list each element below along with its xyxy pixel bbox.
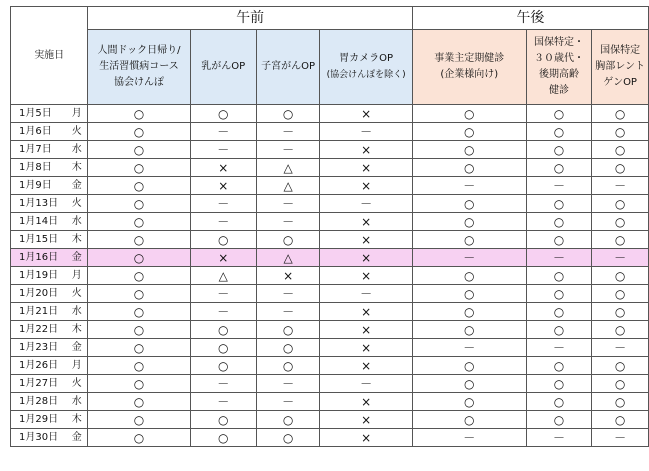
weekday-cell: 水 (66, 393, 88, 411)
table-row (11, 321, 649, 339)
table-row (11, 285, 649, 303)
availability-cell: － (256, 285, 319, 303)
date-cell: 1月7日 (11, 141, 67, 159)
availability-cell: ○ (190, 105, 256, 123)
availability-cell: － (190, 285, 256, 303)
availability-cell: ○ (88, 213, 190, 231)
availability-cell: － (256, 375, 319, 393)
schedule-table (10, 6, 649, 447)
availability-cell: ○ (592, 393, 649, 411)
column-header-line: 胸部レント (595, 61, 645, 72)
column-header-line: 国保特定 (600, 45, 641, 56)
availability-cell: ○ (412, 213, 526, 231)
availability-cell: － (256, 303, 319, 321)
availability-cell: － (592, 339, 649, 357)
availability-cell: △ (256, 249, 319, 267)
availability-cell: ○ (256, 321, 319, 339)
availability-cell: ○ (592, 285, 649, 303)
column-header-6 (526, 30, 592, 105)
table-row (11, 375, 649, 393)
weekday-cell: 木 (66, 159, 88, 177)
availability-cell: － (320, 285, 413, 303)
availability-cell: ○ (190, 339, 256, 357)
date-cell: 1月14日 (11, 213, 67, 231)
availability-cell: ○ (526, 123, 592, 141)
availability-cell: ○ (592, 267, 649, 285)
availability-cell: ○ (256, 357, 319, 375)
availability-cell: × (320, 303, 413, 321)
availability-cell: － (412, 429, 526, 447)
weekday-cell: 水 (66, 213, 88, 231)
weekday-cell: 木 (66, 231, 88, 249)
availability-cell: ○ (592, 303, 649, 321)
pm-group-header: 午後 (412, 7, 648, 30)
availability-cell: － (256, 141, 319, 159)
availability-cell: ○ (592, 411, 649, 429)
table-row (11, 141, 649, 159)
availability-cell: ○ (190, 321, 256, 339)
column-header-line: 協会けんぽ (113, 77, 164, 88)
availability-cell: △ (256, 177, 319, 195)
weekday-cell: 木 (66, 321, 88, 339)
availability-cell: － (190, 195, 256, 213)
availability-cell: ○ (190, 231, 256, 249)
weekday-cell: 月 (66, 357, 88, 375)
availability-cell: ○ (88, 339, 190, 357)
availability-cell: ○ (592, 231, 649, 249)
column-header-line: 健診 (548, 85, 569, 96)
column-header-3 (256, 30, 319, 105)
availability-cell: － (190, 375, 256, 393)
availability-cell: × (320, 159, 413, 177)
date-cell: 1月30日 (11, 429, 67, 447)
table-row (11, 411, 649, 429)
availability-cell: ○ (412, 393, 526, 411)
availability-cell: ○ (412, 303, 526, 321)
availability-cell: － (190, 213, 256, 231)
column-header-line: 後期高齢 (538, 69, 579, 80)
availability-cell: ○ (88, 231, 190, 249)
date-cell: 1月16日 (11, 249, 67, 267)
date-column-header: 実施日 (11, 7, 88, 105)
table-row (11, 123, 649, 141)
availability-cell: ○ (88, 375, 190, 393)
availability-cell: ○ (256, 429, 319, 447)
availability-cell: － (320, 375, 413, 393)
date-cell: 1月29日 (11, 411, 67, 429)
availability-cell: ○ (88, 303, 190, 321)
availability-cell: × (320, 321, 413, 339)
date-cell: 1月27日 (11, 375, 67, 393)
table-row (11, 249, 649, 267)
table-row (11, 159, 649, 177)
date-cell: 1月13日 (11, 195, 67, 213)
availability-cell: － (190, 393, 256, 411)
availability-cell: ○ (592, 321, 649, 339)
availability-cell: ○ (88, 141, 190, 159)
availability-cell: ○ (592, 195, 649, 213)
availability-cell: ○ (526, 303, 592, 321)
column-header-line: 子宮がんOP (261, 61, 316, 72)
availability-cell: ○ (526, 231, 592, 249)
availability-cell: ○ (526, 267, 592, 285)
availability-cell: ○ (412, 321, 526, 339)
availability-cell: ○ (526, 411, 592, 429)
table-row (11, 267, 649, 285)
availability-cell: ○ (88, 249, 190, 267)
availability-cell: × (320, 231, 413, 249)
availability-cell: × (320, 213, 413, 231)
weekday-cell: 金 (66, 177, 88, 195)
column-header-line: 国保特定・ (533, 37, 584, 48)
date-cell: 1月8日 (11, 159, 67, 177)
availability-cell: － (412, 177, 526, 195)
availability-cell: ○ (88, 177, 190, 195)
weekday-cell: 月 (66, 105, 88, 123)
availability-cell: ○ (592, 105, 649, 123)
availability-cell: ○ (526, 105, 592, 123)
table-row (11, 393, 649, 411)
weekday-cell: 火 (66, 195, 88, 213)
availability-cell: － (256, 123, 319, 141)
weekday-cell: 火 (66, 123, 88, 141)
weekday-cell: 金 (66, 339, 88, 357)
weekday-cell: 木 (66, 411, 88, 429)
availability-cell: ○ (526, 213, 592, 231)
availability-cell: ○ (526, 393, 592, 411)
date-cell: 1月26日 (11, 357, 67, 375)
availability-cell: － (592, 429, 649, 447)
availability-cell: × (256, 267, 319, 285)
availability-cell: － (190, 141, 256, 159)
table-row (11, 231, 649, 249)
availability-cell: ○ (412, 123, 526, 141)
availability-cell: ○ (88, 159, 190, 177)
column-header-line: 事業主定期健診 (434, 53, 505, 64)
availability-cell: ○ (412, 285, 526, 303)
weekday-cell: 金 (66, 429, 88, 447)
availability-cell: ○ (88, 321, 190, 339)
availability-cell: ○ (256, 411, 319, 429)
column-header-5 (412, 30, 526, 105)
availability-cell: ○ (526, 159, 592, 177)
availability-cell: ○ (88, 123, 190, 141)
availability-cell: ○ (412, 375, 526, 393)
column-header-7 (592, 30, 649, 105)
date-cell: 1月9日 (11, 177, 67, 195)
availability-cell: － (320, 195, 413, 213)
availability-cell: － (320, 123, 413, 141)
column-header-4 (320, 30, 413, 105)
availability-cell: ○ (190, 411, 256, 429)
availability-cell: ○ (526, 321, 592, 339)
availability-cell: ○ (592, 375, 649, 393)
availability-cell: ○ (592, 123, 649, 141)
column-header-2 (190, 30, 256, 105)
availability-cell: ○ (526, 141, 592, 159)
column-header-line: ゲンOP (603, 77, 637, 88)
availability-cell: ○ (88, 357, 190, 375)
availability-cell: ○ (190, 429, 256, 447)
availability-cell: ○ (88, 393, 190, 411)
date-cell: 1月5日 (11, 105, 67, 123)
availability-cell: ○ (526, 375, 592, 393)
availability-cell: ○ (412, 141, 526, 159)
availability-cell: － (256, 213, 319, 231)
availability-cell: × (320, 393, 413, 411)
availability-cell: － (526, 177, 592, 195)
date-cell: 1月19日 (11, 267, 67, 285)
availability-cell: ○ (88, 105, 190, 123)
availability-cell: － (412, 339, 526, 357)
column-header-line: 人間ドック日帰り/ (97, 45, 181, 56)
availability-cell: ○ (256, 339, 319, 357)
weekday-cell: 金 (66, 249, 88, 267)
availability-cell: ○ (256, 231, 319, 249)
availability-cell: ○ (526, 357, 592, 375)
availability-cell: △ (256, 159, 319, 177)
date-cell: 1月15日 (11, 231, 67, 249)
availability-cell: － (190, 123, 256, 141)
availability-cell: × (320, 429, 413, 447)
availability-cell: ○ (526, 195, 592, 213)
table-row (11, 429, 649, 447)
date-cell: 1月22日 (11, 321, 67, 339)
availability-cell: × (320, 357, 413, 375)
availability-cell: × (320, 411, 413, 429)
weekday-cell: 火 (66, 285, 88, 303)
availability-cell: － (190, 303, 256, 321)
column-header-line: ３０歳代・ (533, 53, 584, 64)
availability-cell: ○ (412, 231, 526, 249)
availability-cell: ○ (412, 411, 526, 429)
availability-cell: ○ (592, 159, 649, 177)
table-row (11, 177, 649, 195)
availability-cell: △ (190, 267, 256, 285)
availability-cell: － (256, 195, 319, 213)
weekday-cell: 水 (66, 141, 88, 159)
column-header-1 (88, 30, 190, 105)
table-row (11, 357, 649, 375)
weekday-cell: 水 (66, 303, 88, 321)
availability-cell: － (526, 249, 592, 267)
availability-cell: ○ (256, 105, 319, 123)
availability-cell: ○ (526, 285, 592, 303)
availability-cell: ○ (592, 141, 649, 159)
availability-cell: × (320, 105, 413, 123)
table-row (11, 339, 649, 357)
availability-cell: － (412, 249, 526, 267)
table-row (11, 195, 649, 213)
column-header-line: (協会けんぽを除く) (326, 70, 406, 80)
availability-cell: ○ (88, 195, 190, 213)
availability-cell: ○ (412, 105, 526, 123)
column-header-line: 胃カメラOP (339, 53, 394, 64)
availability-cell: ○ (88, 285, 190, 303)
availability-cell: × (320, 267, 413, 285)
availability-cell: × (190, 159, 256, 177)
availability-cell: － (526, 339, 592, 357)
weekday-cell: 月 (66, 267, 88, 285)
date-cell: 1月20日 (11, 285, 67, 303)
column-header-line: 生活習慣病コース (99, 61, 179, 72)
availability-cell: ○ (592, 213, 649, 231)
table-row (11, 105, 649, 123)
availability-cell: × (320, 339, 413, 357)
am-group-header: 午前 (88, 7, 412, 30)
table-row (11, 303, 649, 321)
availability-cell: × (320, 141, 413, 159)
availability-cell: ○ (412, 195, 526, 213)
availability-cell: ○ (88, 411, 190, 429)
date-cell: 1月23日 (11, 339, 67, 357)
availability-cell: ○ (412, 159, 526, 177)
column-header-line: (企業様向け) (440, 69, 499, 80)
availability-cell: ○ (190, 357, 256, 375)
availability-cell: － (592, 249, 649, 267)
date-cell: 1月28日 (11, 393, 67, 411)
availability-cell: － (256, 393, 319, 411)
availability-cell: － (526, 429, 592, 447)
availability-cell: ○ (412, 267, 526, 285)
column-header-line: 乳がんOP (201, 61, 246, 72)
availability-cell: － (592, 177, 649, 195)
availability-cell: ○ (592, 357, 649, 375)
availability-cell: ○ (88, 267, 190, 285)
date-cell: 1月21日 (11, 303, 67, 321)
date-cell: 1月6日 (11, 123, 67, 141)
availability-cell: × (190, 177, 256, 195)
availability-cell: × (320, 177, 413, 195)
availability-cell: × (190, 249, 256, 267)
availability-cell: ○ (88, 429, 190, 447)
availability-cell: ○ (412, 357, 526, 375)
availability-cell: × (320, 249, 413, 267)
weekday-cell: 火 (66, 375, 88, 393)
table-row (11, 213, 649, 231)
